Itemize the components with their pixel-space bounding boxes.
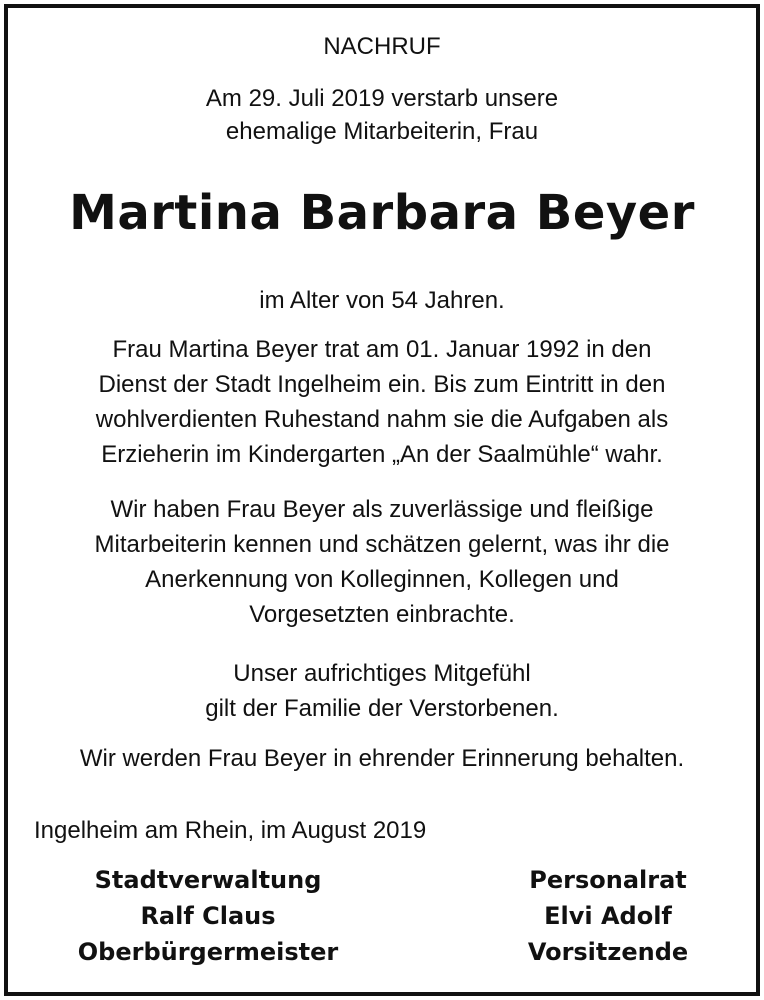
- signatory-organisation: Stadtverwaltung: [94, 866, 322, 894]
- paragraph-line: Wir werden Frau Beyer in ehrender Erinnerung behalten.: [79, 745, 685, 772]
- paragraph-line: Anerkennung von Kolleginnen, Kollegen und: [145, 566, 619, 593]
- career-paragraph: [8, 332, 756, 472]
- condolence-paragraph: [8, 656, 756, 726]
- signature-city-administration: [48, 862, 368, 970]
- paragraph-line: wohlverdienten Ruhestand nahm sie die Aufgaben als: [95, 406, 669, 433]
- signatory-person: Ralf Claus: [140, 902, 276, 930]
- age-line: [8, 284, 756, 317]
- intro-text: [8, 82, 756, 148]
- deceased-name: [8, 178, 756, 248]
- signatory-person: Elvi Adolf: [544, 902, 672, 930]
- age-text: im Alter von 54 Jahren.: [259, 287, 505, 314]
- paragraph-line: Mitarbeiterin kennen und schätzen gelernt, was ihr die: [94, 531, 670, 558]
- obituary-notice: [4, 4, 760, 996]
- paragraph-line: Dienst der Stadt Ingelheim ein. Bis zum Eintritt in den: [98, 371, 666, 398]
- signatory-role: Vorsitzende: [527, 938, 689, 966]
- paragraph-line: Unser aufrichtiges Mitgefühl: [233, 660, 531, 687]
- place-date-text: Ingelheim am Rhein, im August 2019: [34, 817, 427, 844]
- signatory-organisation: Personalrat: [529, 866, 687, 894]
- intro-line: ehemalige Mitarbeiterin, Frau: [225, 118, 539, 145]
- paragraph-line: Frau Martina Beyer trat am 01. Januar 1992 in den: [112, 336, 652, 363]
- paragraph-line: Erzieherin im Kindergarten „An der Saalmühle“ wahr.: [101, 441, 663, 468]
- place-date: [34, 814, 426, 848]
- signature-staff-council: [478, 862, 738, 970]
- paragraph-line: Wir haben Frau Beyer als zuverlässige und fleißige: [110, 496, 654, 523]
- heading-text: NACHRUF: [323, 33, 441, 60]
- paragraph-line: Vorgesetzten einbrachte.: [249, 601, 515, 628]
- paragraph-line: gilt der Familie der Verstorbenen.: [205, 695, 559, 722]
- intro-line: Am 29. Juli 2019 verstarb unsere: [205, 85, 559, 112]
- deceased-name-text: Martina Barbara Beyer: [69, 185, 695, 241]
- notice-heading: [8, 30, 756, 64]
- appreciation-paragraph: [8, 492, 756, 632]
- remembrance-paragraph: [8, 742, 756, 775]
- signatory-role: Oberbürgermeister: [77, 938, 339, 966]
